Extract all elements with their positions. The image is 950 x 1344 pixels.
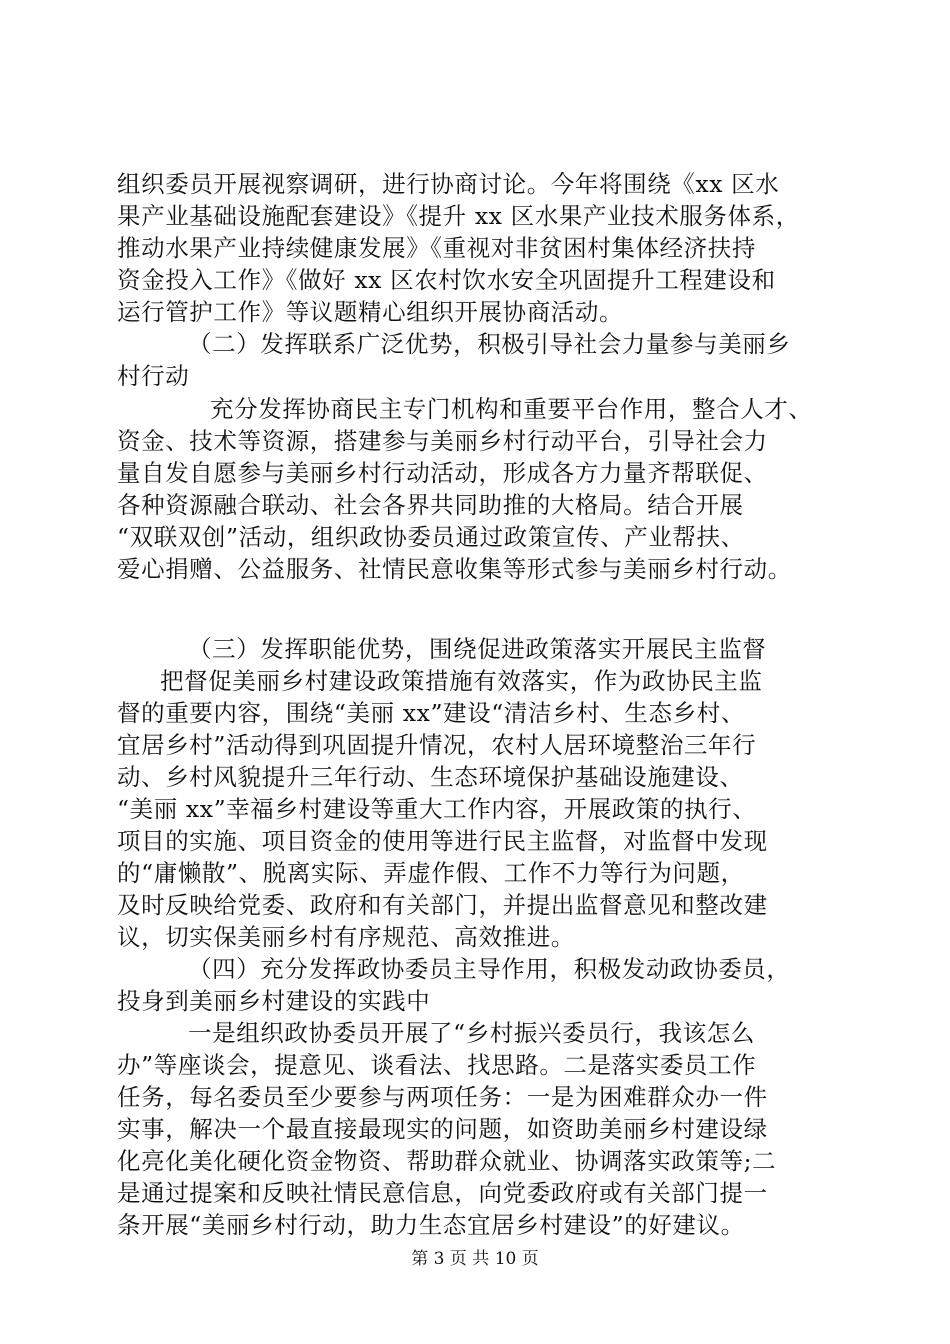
body-line-28: 任务，每名委员至少要参与两项任务：一是为困难群众办一件 <box>117 1083 768 1111</box>
section-heading-3: （三）发挥职能优势，围绕促进政策落实开展民主监督 <box>188 635 767 663</box>
body-line-13: 爱心捐赠、公益服务、社情民意收集等形式参与美丽乡村行动。 <box>117 555 792 583</box>
body-line-21: 的“庸懒散”、脱离实际、弄虚作假、工作不力等行为问题， <box>117 859 745 887</box>
body-line-10: 量自发自愿参与美丽乡村行动活动，形成各方力量齐帮联促、 <box>117 459 768 487</box>
body-line-23: 议，切实保美丽乡村有序规范、高效推进。 <box>117 923 575 951</box>
body-line-22: 及时反映给党委、政府和有关部门，并提出监督意见和整改建 <box>117 891 768 919</box>
body-line-17: 宜居乡村”活动得到巩固提升情况，农村人居环境整治三年行 <box>117 731 757 759</box>
section-heading-2: （二）发挥联系广泛优势，积极引导社会力量参与美丽乡 <box>188 330 791 358</box>
section-heading-4-cont: 投身到美丽乡村建设的实践中 <box>117 987 431 1015</box>
body-line-3: 推动水果产业持续健康发展》《重视对非贫困村集体经济扶持 <box>117 234 756 262</box>
body-line-15: 把督促美丽乡村建设政策措施有效落实，作为政协民主监 <box>160 667 763 695</box>
page-footer: 第 3 页 共 10 页 <box>411 1249 539 1269</box>
body-line-29: 实事，解决一个最直接最现实的问题，如资助美丽乡村建设绿 <box>117 1115 768 1143</box>
body-line-16: 督的重要内容，围绕“美丽 xx”建设“清洁乡村、生态乡村、 <box>117 699 745 727</box>
body-line-4: 资金投入工作》《做好 xx 区农村饮水安全巩固提升工程建设和 <box>117 266 776 294</box>
section-heading-2-cont: 村行动 <box>117 362 190 390</box>
body-line-12: “双联双创”活动，组织政协委员通过政策宣传、产业帮扶、 <box>117 523 745 551</box>
body-line-32: 条开展“美丽乡村行动，助力生态宜居乡村建设”的好建议。 <box>117 1211 745 1239</box>
body-line-5: 运行管护工作》等议题精心组织开展协商活动。 <box>117 298 624 326</box>
body-line-9: 资金、技术等资源，搭建参与美丽乡村行动平台，引导社会力 <box>117 427 768 455</box>
body-line-30: 化亮化美化硬化资金物资、帮助群众就业、协调落实政策等;二 <box>117 1147 777 1175</box>
body-line-8: 充分发挥协商民主专门机构和重要平台作用，整合人才、 <box>210 395 813 423</box>
body-line-18: 动、乡村风貌提升三年行动、生态环境保护基础设施建设、 <box>117 763 744 791</box>
body-line-2: 果产业基础设施配套建设》《提升 xx 区水果产业技术服务体系， <box>117 202 800 230</box>
body-line-11: 各种资源融合联动、社会各界共同助推的大格局。结合开展 <box>117 491 744 519</box>
body-line-19: “美丽 xx”幸福乡村建设等重大工作内容，开展政策的执行、 <box>117 795 757 823</box>
body-line-20: 项目的实施、项目资金的使用等进行民主监督，对监督中发现 <box>117 827 768 855</box>
body-line-31: 是通过提案和反映社情民意信息，向党委政府或有关部门提一 <box>117 1179 768 1207</box>
body-line-26: 一是组织政协委员开展了“乡村振兴委员行，我该怎么 <box>188 1019 755 1047</box>
body-line-1: 组织委员开展视察调研，进行协商讨论。今年将围绕《xx 区水 <box>117 170 780 198</box>
body-line-27: 办”等座谈会，提意见、谈看法、找思路。二是落实委员工作 <box>117 1051 757 1079</box>
section-heading-4: （四）充分发挥政协委员主导作用，积极发动政协委员， <box>188 955 791 983</box>
